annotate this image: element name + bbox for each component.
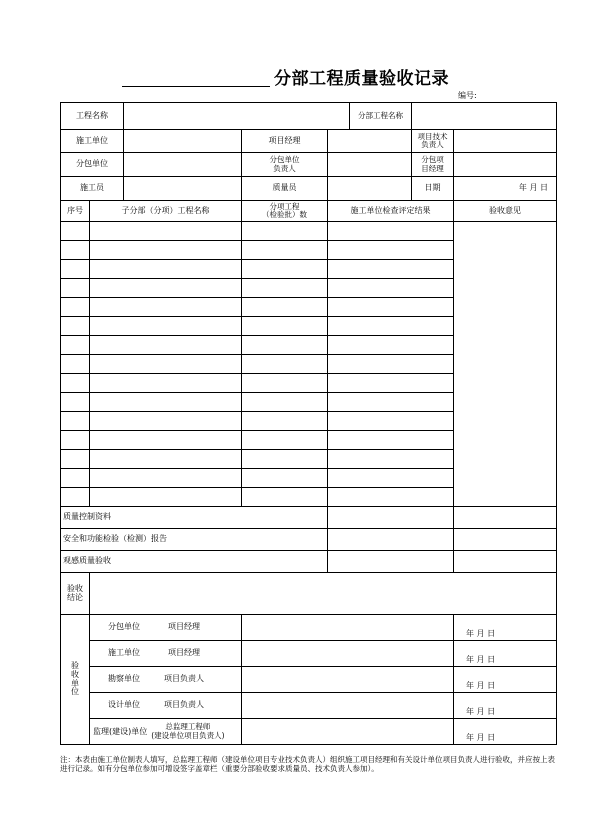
seq-cell[interactable] xyxy=(61,374,90,393)
signoff-side-label: 验 收 单 位 xyxy=(61,615,90,745)
construction-unit-label: 施工单位 xyxy=(61,130,124,153)
signoff-role-label: 总监理工程师 (建设单位项目负责人) xyxy=(151,722,225,740)
signoff-unit-label: 监理(建设)单位 xyxy=(93,727,148,736)
item-count-header: 分项工程 （检验批）数 xyxy=(242,201,328,222)
result-cell[interactable] xyxy=(328,298,454,317)
seq-cell[interactable] xyxy=(61,317,90,336)
seq-cell[interactable] xyxy=(61,355,90,374)
conclusion-field[interactable] xyxy=(90,573,557,615)
signoff-date-construction[interactable]: 年 月 日 xyxy=(454,641,557,667)
seq-cell[interactable] xyxy=(61,279,90,298)
project-manager-field[interactable] xyxy=(328,130,412,153)
name-cell[interactable] xyxy=(90,374,242,393)
signoff-signature-design[interactable] xyxy=(242,693,454,719)
name-cell[interactable] xyxy=(90,260,242,279)
signoff-role-label: 项目经理 xyxy=(168,648,200,658)
project-name-field[interactable] xyxy=(124,103,350,130)
name-cell[interactable] xyxy=(90,393,242,412)
appearance-opinion[interactable] xyxy=(454,551,557,573)
subcontract-unit-label: 分包单位 xyxy=(61,153,124,177)
seq-cell[interactable] xyxy=(61,222,90,241)
count-cell[interactable] xyxy=(242,298,328,317)
result-cell[interactable] xyxy=(328,393,454,412)
division-project-name-field[interactable] xyxy=(412,103,557,130)
name-cell[interactable] xyxy=(90,488,242,507)
signoff-date-subcontract[interactable]: 年 月 日 xyxy=(454,615,557,641)
project-manager-label: 项目经理 xyxy=(242,130,328,153)
signoff-role-label: 项目负责人 xyxy=(164,700,204,710)
name-cell[interactable] xyxy=(90,222,242,241)
subcontract-unit-field[interactable] xyxy=(124,153,242,177)
subcontract-lead-field[interactable] xyxy=(328,153,412,177)
tech-lead-label: 项目技术 负责人 xyxy=(412,130,454,153)
signoff-unit-design xyxy=(90,693,242,719)
construction-unit-field[interactable] xyxy=(124,130,242,153)
count-cell[interactable] xyxy=(242,374,328,393)
division-project-name-label: 分部工程名称 xyxy=(350,103,412,130)
count-cell[interactable] xyxy=(242,260,328,279)
signoff-unit-label: 分包单位 xyxy=(108,622,140,632)
tech-lead-field[interactable] xyxy=(454,130,557,153)
quality-docs-opinion[interactable] xyxy=(454,507,557,529)
quality-inspector-label: 质量员 xyxy=(242,177,328,201)
signoff-date-survey[interactable]: 年 月 日 xyxy=(454,667,557,693)
signoff-unit-construction xyxy=(90,641,242,667)
signoff-date-design[interactable]: 年 月 日 xyxy=(454,693,557,719)
date-field[interactable]: 年 月 日 xyxy=(454,177,557,201)
name-cell[interactable] xyxy=(90,412,242,431)
quality-inspector-field[interactable] xyxy=(328,177,412,201)
project-name-label: 工程名称 xyxy=(61,103,124,130)
result-cell[interactable] xyxy=(328,241,454,260)
quality-docs-result[interactable] xyxy=(328,507,454,529)
name-cell[interactable] xyxy=(90,431,242,450)
title-area xyxy=(122,64,482,88)
seq-cell[interactable] xyxy=(61,488,90,507)
subcontract-lead-label: 分包单位 负责人 xyxy=(242,153,328,177)
name-cell[interactable] xyxy=(90,355,242,374)
seq-cell[interactable] xyxy=(61,241,90,260)
table-row xyxy=(61,222,557,241)
title-blank-line[interactable] xyxy=(122,86,270,87)
page-title: 分部工程质量验收记录 xyxy=(274,69,449,89)
serial-label: 编号: xyxy=(458,91,477,100)
subcontract-manager-field[interactable] xyxy=(454,153,557,177)
name-cell[interactable] xyxy=(90,298,242,317)
signoff-signature-subcontract[interactable] xyxy=(242,615,454,641)
seq-cell[interactable] xyxy=(61,260,90,279)
seq-cell[interactable] xyxy=(61,469,90,488)
result-cell[interactable] xyxy=(328,488,454,507)
result-cell[interactable] xyxy=(328,336,454,355)
signoff-date-supervision[interactable]: 年 月 日 xyxy=(454,719,557,745)
safety-test-opinion[interactable] xyxy=(454,529,557,551)
footnote: 注：本表由施工单位制表人填写，总监理工程师（建设单位项目专业技术负责人）组织施工项目经理和有关设计单位项目负责人进行验收，并应按上表进行记录。如有分包单位参加可增设签字盖章栏（重要分部验收要求质量员、技术负责人参加）。 xyxy=(60,755,555,773)
result-cell[interactable] xyxy=(328,279,454,298)
count-cell[interactable] xyxy=(242,336,328,355)
quality-docs-label: 质量控制资料 xyxy=(61,507,328,529)
count-cell[interactable] xyxy=(242,488,328,507)
result-cell[interactable] xyxy=(328,222,454,241)
result-cell[interactable] xyxy=(328,431,454,450)
constructor-field[interactable] xyxy=(124,177,242,201)
signoff-unit-label: 设计单位 xyxy=(108,700,140,710)
signoff-unit-label: 勘察单位 xyxy=(108,674,140,684)
conclusion-label: 验收 结论 xyxy=(61,573,90,615)
count-cell[interactable] xyxy=(242,393,328,412)
result-cell[interactable] xyxy=(328,374,454,393)
result-cell[interactable] xyxy=(328,260,454,279)
count-cell[interactable] xyxy=(242,431,328,450)
appearance-label: 观感质量验收 xyxy=(61,551,328,573)
result-cell[interactable] xyxy=(328,469,454,488)
name-cell[interactable] xyxy=(90,336,242,355)
appearance-result[interactable] xyxy=(328,551,454,573)
count-cell[interactable] xyxy=(242,412,328,431)
signoff-unit-supervision xyxy=(90,719,242,745)
acceptance-form xyxy=(60,102,557,745)
signoff-unit-survey xyxy=(90,667,242,693)
name-cell[interactable] xyxy=(90,450,242,469)
seq-cell[interactable] xyxy=(61,431,90,450)
seq-cell[interactable] xyxy=(61,412,90,431)
count-cell[interactable] xyxy=(242,450,328,469)
signoff-role-label: 项目负责人 xyxy=(164,674,204,684)
count-cell[interactable] xyxy=(242,279,328,298)
result-cell[interactable] xyxy=(328,355,454,374)
signoff-unit-label: 施工单位 xyxy=(108,648,140,658)
signoff-signature-survey[interactable] xyxy=(242,667,454,693)
count-cell[interactable] xyxy=(242,222,328,241)
seq-cell[interactable] xyxy=(61,298,90,317)
subcontract-manager-label: 分包项 目经理 xyxy=(412,153,454,177)
constructor-label: 施工员 xyxy=(61,177,124,201)
count-cell[interactable] xyxy=(242,241,328,260)
count-cell[interactable] xyxy=(242,355,328,374)
date-label: 日期 xyxy=(412,177,454,201)
result-cell[interactable] xyxy=(328,317,454,336)
signoff-role-label: 项目经理 xyxy=(168,622,200,632)
acceptance-opinion-cell[interactable] xyxy=(454,222,557,507)
safety-test-result[interactable] xyxy=(328,529,454,551)
signoff-unit-subcontract xyxy=(90,615,242,641)
seq-header: 序号 xyxy=(61,201,90,222)
signoff-signature-supervision[interactable] xyxy=(242,719,454,745)
count-cell[interactable] xyxy=(242,317,328,336)
safety-test-label: 安全和功能检验（检测）报告 xyxy=(61,529,328,551)
name-cell[interactable] xyxy=(90,241,242,260)
sub-item-name-header: 子分部（分项）工程名称 xyxy=(90,201,242,222)
seq-cell[interactable] xyxy=(61,336,90,355)
result-cell[interactable] xyxy=(328,412,454,431)
name-cell[interactable] xyxy=(90,469,242,488)
signoff-signature-construction[interactable] xyxy=(242,641,454,667)
result-cell[interactable] xyxy=(328,450,454,469)
acceptance-opinion-header: 验收意见 xyxy=(454,201,557,222)
seq-cell[interactable] xyxy=(61,450,90,469)
name-cell[interactable] xyxy=(90,317,242,336)
name-cell[interactable] xyxy=(90,279,242,298)
check-result-header: 施工单位检查评定结果 xyxy=(328,201,454,222)
seq-cell[interactable] xyxy=(61,393,90,412)
count-cell[interactable] xyxy=(242,469,328,488)
